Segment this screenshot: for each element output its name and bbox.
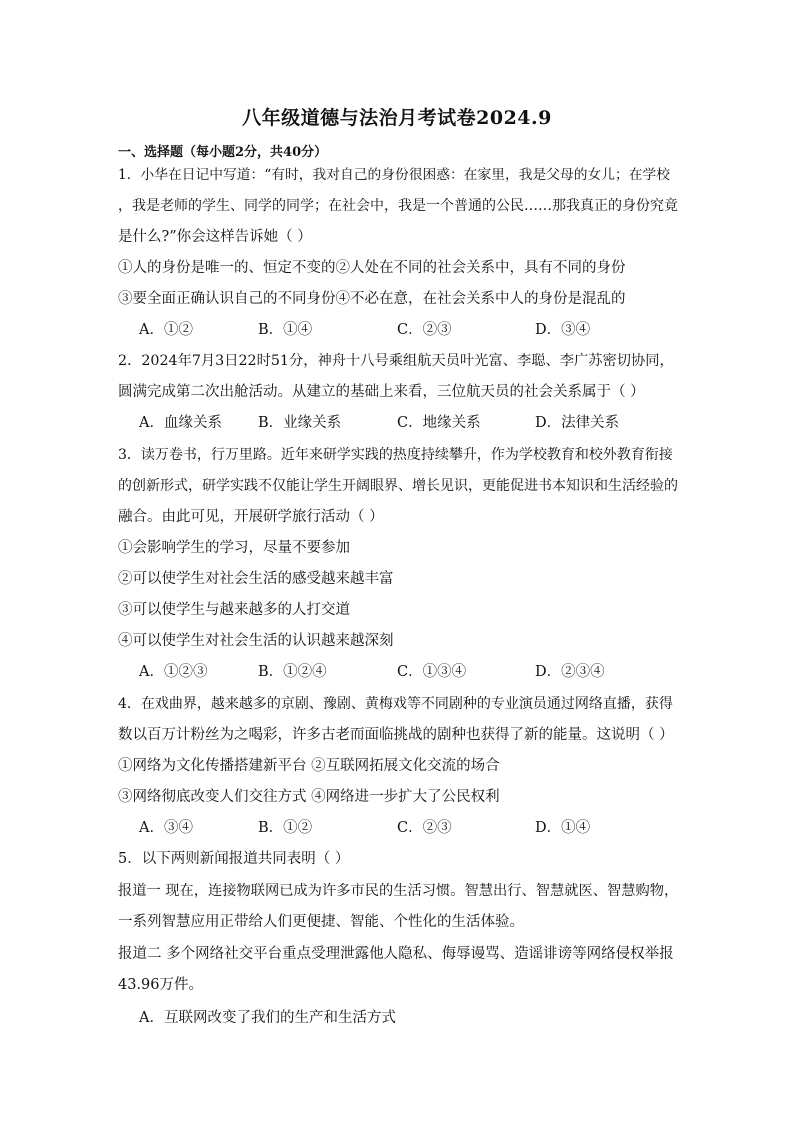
q1-statement-2: ③要全面正确认识自己的不同身份④不必在意，在社会关系中人的身份是混乱的 <box>118 291 626 307</box>
q5-line-5: 43.96万件。 <box>118 977 204 993</box>
q5-line-3: 一系列智慧应用正带给人们更便捷、智能、个性化的生活体验。 <box>118 914 524 930</box>
q3-statement-3: ③可以使学生与越来越多的人打交道 <box>118 602 350 618</box>
q5-option-a[interactable]: A．互联网改变了我们的生产和生活方式 <box>139 1010 396 1026</box>
q3-options <box>139 662 699 682</box>
q4-option-d[interactable]: D．①④ <box>535 820 591 836</box>
q2-option-d[interactable]: D．法律关系 <box>535 415 620 431</box>
q4-options <box>139 818 699 838</box>
q3-statement-2: ②可以使学生对社会生活的感受越来越丰富 <box>118 571 394 587</box>
q4-option-a[interactable]: A．③④ <box>139 820 193 836</box>
q1-statement-1: ①人的身份是唯一的、恒定不变的②人处在不同的社会关系中，具有不同的身份 <box>118 260 626 276</box>
q1-line-2: ，我是老师的学生、同学的同学；在社会中，我是一个普通的公民……那我真正的身份究竟 <box>118 198 678 214</box>
q4-option-b[interactable]: B．①② <box>258 820 313 836</box>
q3-option-a[interactable]: A．①②③ <box>139 664 208 680</box>
q4-statement-2: ③网络彻底改变人们交往方式 ④网络进一步扩大了公民权利 <box>118 789 500 805</box>
q1-option-d[interactable]: D．③④ <box>535 322 591 338</box>
q3-line-2: 的创新形式，研学实践不仅能让学生开阔眼界、增长见识，更能促进书本知识和生活经验的 <box>118 478 678 494</box>
q2-options <box>139 413 699 433</box>
q1-options <box>139 320 699 340</box>
q4-line-1: 4．在戏曲界，越来越多的京剧、豫剧、黄梅戏等不同剧种的专业演员通过网络直播，获得 <box>118 696 673 712</box>
q1-option-a[interactable]: A．①② <box>139 322 193 338</box>
q5-line-2: 报道一 现在，连接物联网已成为许多市民的生活习惯。智慧出行、智慧就医、智慧购物， <box>118 883 679 899</box>
q3-line-3: 融合。由此可见，开展研学旅行活动（ ） <box>118 509 384 525</box>
q5-line-4: 报道二 多个网络社交平台重点受理泄露他人隐私、侮辱谩骂、造谣诽谤等网络侵权举报 <box>118 946 674 962</box>
q1-option-c[interactable]: C．②③ <box>397 322 452 338</box>
q3-option-d[interactable]: D．②③④ <box>535 664 605 680</box>
q2-option-a[interactable]: A．血缘关系 <box>139 415 222 431</box>
q2-option-b[interactable]: B．业缘关系 <box>258 415 342 431</box>
q3-option-c[interactable]: C．①③④ <box>397 664 467 680</box>
q1-line-3: 是什么?”你会这样告诉她（ ） <box>118 229 312 245</box>
q4-line-2: 数以百万计粉丝为之喝彩，许多古老而面临挑战的剧种也获得了新的能量。这说明（ ） <box>118 727 674 743</box>
section-heading: 一、选择题（每小题2分，共40分） <box>118 145 328 160</box>
q1-option-b[interactable]: B．①④ <box>258 322 313 338</box>
q4-option-c[interactable]: C．②③ <box>397 820 452 836</box>
q4-statement-1: ①网络为文化传播搭建新平台 ②互联网拓展文化交流的场合 <box>118 758 500 774</box>
q3-statement-4: ④可以使学生对社会生活的认识越来越深刻 <box>118 633 394 649</box>
q2-line-2: 圆满完成第二次出舱活动。从建立的基础上来看，三位航天员的社会关系属于（ ） <box>118 384 645 400</box>
q5-line-1: 5．以下两则新闻报道共同表明（ ） <box>118 851 350 867</box>
q3-line-1: 3．读万卷书，行万里路。近年来研学实践的热度持续攀升，作为学校教育和校外教育衔接 <box>118 447 673 463</box>
q2-option-c[interactable]: C．地缘关系 <box>397 415 481 431</box>
q3-option-b[interactable]: B．①②④ <box>258 664 327 680</box>
q1-line-1: 1．小华在日记中写道：“有时，我对自己的身份很困惑：在家里，我是父母的女儿；在学校 <box>118 167 671 183</box>
exam-title: 八年级道德与法治月考试卷2024.9 <box>242 107 552 129</box>
q2-line-1: 2．2024年7月3日22时51分，神舟十八号乘组航天员叶光富、李聪、李广苏密切协同， <box>118 353 674 369</box>
q3-statement-1: ①会影响学生的学习，尽量不要参加 <box>118 540 350 556</box>
